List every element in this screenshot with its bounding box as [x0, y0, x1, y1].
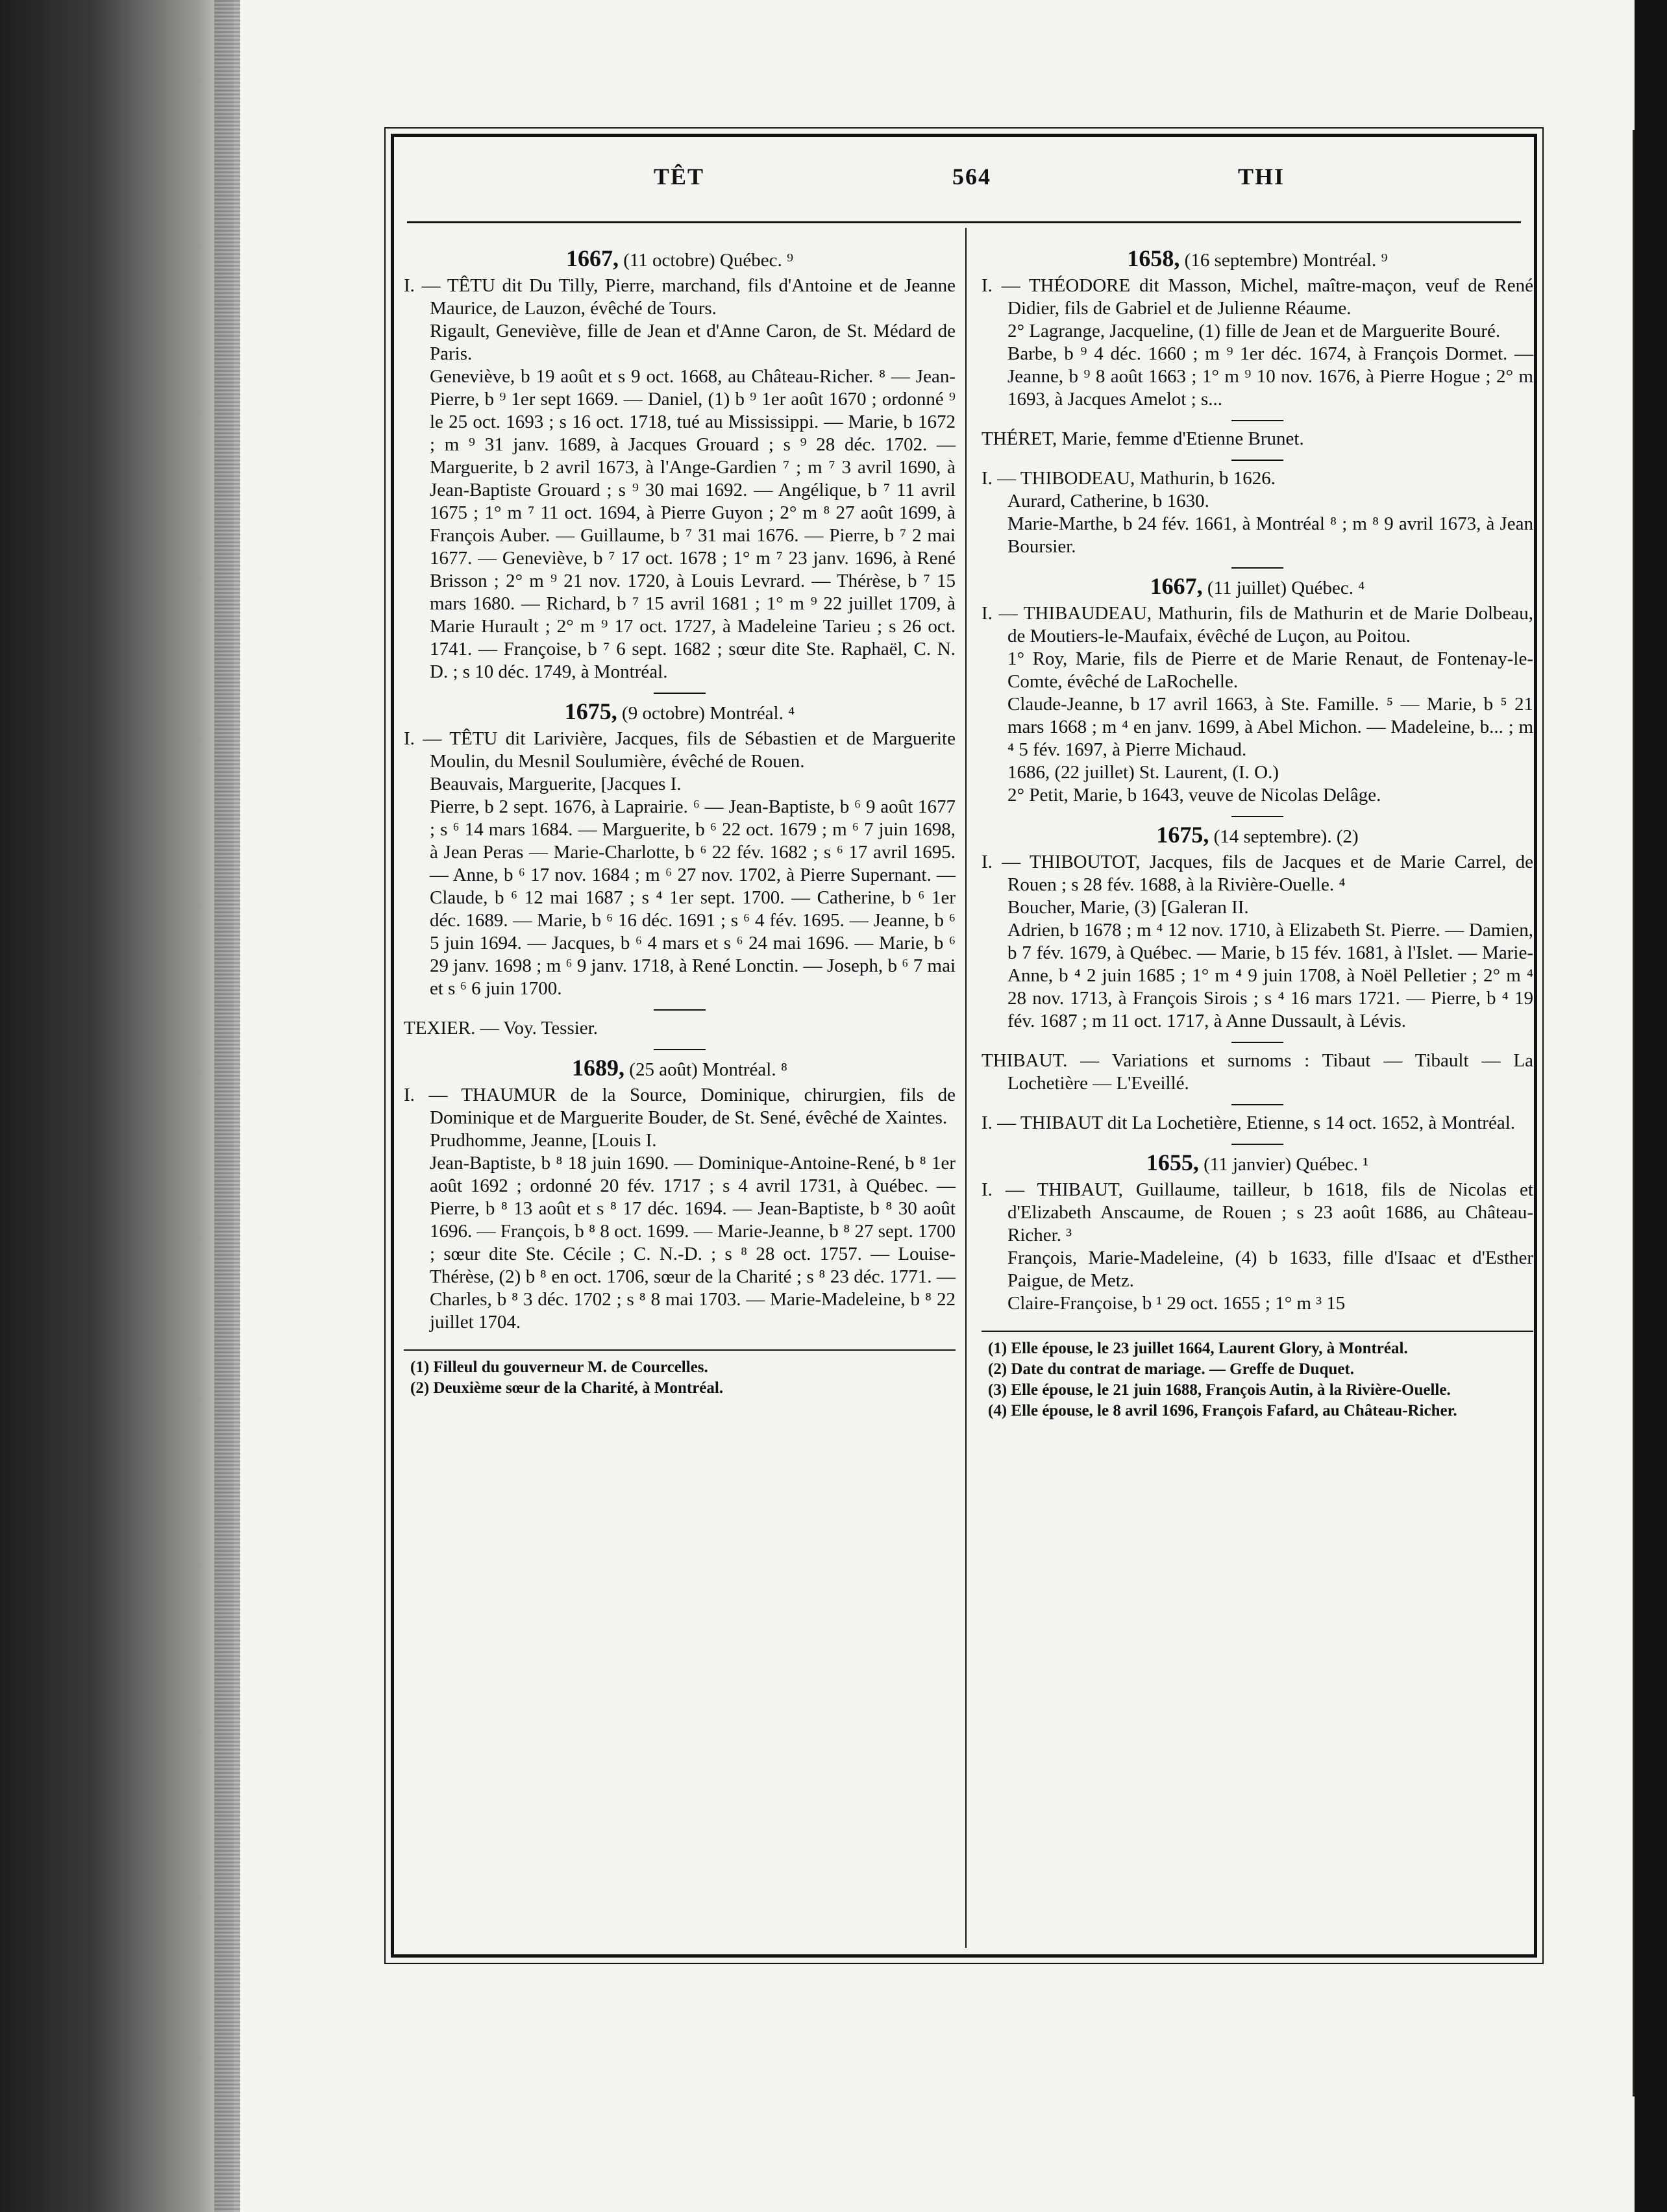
entry-date-place: (16 septembre) Montréal. ⁹	[1179, 250, 1388, 271]
entry-line: Marie-Marthe, b 24 fév. 1661, à Montréal ⁸ ; m ⁸ 9 avril 1673, à Jean Boursier.	[1007, 513, 1533, 557]
entry	[404, 700, 956, 1000]
header-right: THI	[1238, 164, 1285, 190]
entry	[982, 467, 1533, 558]
page-number: 564	[952, 164, 991, 190]
entry-line: Aurard, Catherine, b 1630.	[1007, 491, 1209, 511]
page-frame	[391, 134, 1537, 1958]
header-left: TÊT	[654, 164, 705, 190]
entry	[982, 1112, 1533, 1135]
section-rule	[654, 1009, 706, 1011]
entry-date-heading	[982, 575, 1533, 600]
entry-line: 1° Roy, Marie, fils de Pierre et de Marie Renaut, de Fontenay-le-Comte, évêché de LaRochelle.	[1007, 648, 1533, 692]
entry-line: Geneviève, b 19 août et s 9 oct. 1668, au Château-Richer. ⁸ — Jean-Pierre, b ⁹ 1er sept 1669. — Daniel, (1) b ⁹ 1er août 1670 ; ordonné ⁹ le 25 oct. 1693 ; s 16 oct. 1718, tué au Mississippi. — Marie, b 1672 ; m ⁹ 31 janv. 1689, à Jacques Grouard ; s ⁹ 28 déc. 1702. — Marguerite, b 2 avril 1673, à l'Ange-Gardien ⁷ ; m ⁷ 3 avril 1690, à Jean-Baptiste Grouard ; s ⁹ 30 mai 1692. — Angélique, b ⁷ 11 avril 1675 ; 1° m ⁷ 11 oct. 1694, à Pierre Guyon ; 2° m ⁸ 27 août 1699, à François Auber. — Guillaume, b ⁷ 31 mai 1676. — Pierre, b ⁷ 2 mai 1677. — Geneviève, b ⁷ 17 oct. 1678 ; 1° m ⁷ 23 janv. 1696, à René Brisson ; 2° m ⁹ 21 nov. 1720, à Louis Levrard. — Thérèse, b ⁷ 15 mars 1680. — Richard, b ⁷ 15 avril 1681 ; 1° m ⁹ 22 juillet 1709, à Marie Hurault ; 2° m ⁹ 17 oct. 1727, à Madeleine Tarieu ; s 26 oct. 1741. — Françoise, b ⁷ 6 sept. 1682 ; sœur dite Ste. Raphaël, C. N. D. ; s 10 déc. 1749, à Montréal.	[430, 366, 956, 682]
section-rule	[1231, 460, 1283, 461]
entry	[982, 824, 1533, 1033]
entry-date-heading	[404, 1057, 956, 1081]
section-rule	[1231, 1042, 1283, 1043]
footnotes	[404, 1349, 956, 1399]
entry-line: 1686, (22 juillet) St. Laurent, (I. O.)	[1007, 762, 1279, 783]
footnote: (2) Date du contrat de mariage. — Greffe de Duquet.	[988, 1360, 1355, 1378]
entry-line: I. — THIBOUTOT, Jacques, fils de Jacques et de Marie Carrel, de Rouen ; s 28 fév. 1688, à la Rivière-Ouelle. ⁴	[982, 852, 1533, 895]
entry-line: Pierre, b 2 sept. 1676, à Laprairie. ⁶ — Jean-Baptiste, b ⁶ 9 août 1677 ; s ⁶ 14 mars 1684. — Marguerite, b ⁶ 22 oct. 1679 ; m ⁶ 7 juin 1698, à Jean Peras — Marie-Charlotte, b ⁶ 22 fév. 1682 ; s ⁶ 17 avril 1695. — Anne, b ⁶ 17 nov. 1684 ; m ⁶ 27 nov. 1702, à Pierre Supernant. — Claude, b ⁶ 12 mai 1687 ; s ⁴ 1er sept. 1700. — Catherine, b ⁶ 1er déc. 1689. — Marie, b ⁶ 16 déc. 1691 ; s ⁶ 4 fév. 1695. — Jeanne, b ⁶ 5 juin 1694. — Jacques, b ⁶ 4 mars et s ⁶ 24 mai 1696. — Marie, b ⁶ 29 janv. 1698 ; m ⁶ 9 janv. 1718, à René Lonctin. — Joseph, b ⁶ 7 mai et s ⁶ 6 juin 1700.	[430, 796, 956, 999]
column-divider	[965, 228, 967, 1948]
entry-line: Prudhomme, Jeanne, [Louis I.	[430, 1130, 657, 1151]
entry	[982, 1151, 1533, 1315]
entry-line: THIBAUT. — Variations et surnoms : Tibaut — Tibault — La Lochetière — L'Eveillé.	[982, 1050, 1533, 1094]
entry-date-place: (14 septembre). (2)	[1209, 826, 1359, 847]
section-rule	[1231, 1144, 1283, 1145]
section-rule	[1231, 567, 1283, 569]
entry	[982, 428, 1533, 450]
entry-line: I. — TÊTU dit Du Tilly, Pierre, marchand, fils d'Antoine et de Jeanne Maurice, de Lauzon, évêché de Tours.	[404, 275, 956, 319]
entry-line: François, Marie-Madeleine, (4) b 1633, fille d'Isaac et d'Esther Paigue, de Metz.	[1007, 1247, 1533, 1291]
entry-line: Boucher, Marie, (3) [Galeran II.	[1007, 897, 1249, 918]
entry-line: 2° Petit, Marie, b 1643, veuve de Nicolas Delâge.	[1007, 785, 1381, 805]
entry-year: 1689,	[572, 1055, 625, 1081]
entry-date-heading	[982, 1151, 1533, 1176]
right-column	[982, 241, 1533, 1421]
entry-date-place: (9 octobre) Montréal. ⁴	[617, 703, 795, 724]
entry-line: Claire-Françoise, b ¹ 29 oct. 1655 ; 1° m ³ 15	[1007, 1293, 1346, 1314]
section-rule	[654, 693, 706, 694]
footnote: (3) Elle épouse, le 21 juin 1688, François Autin, à la Rivière-Ouelle.	[988, 1381, 1451, 1399]
entry-year: 1655,	[1146, 1149, 1199, 1175]
entry	[982, 575, 1533, 807]
running-header	[394, 163, 1534, 202]
entry-line: TEXIER. — Voy. Tessier.	[404, 1018, 598, 1038]
entry-line: Claude-Jeanne, b 17 avril 1663, à Ste. Famille. ⁵ — Marie, b ⁵ 21 mars 1668 ; m ⁴ en janv. 1699, à Abel Michon. — Madeleine, b... ; m ⁴ 5 fév. 1697, à Pierre Michaud.	[1007, 694, 1533, 760]
entry-line: I. — THIBAUT dit La Lochetière, Etienne, s 14 oct. 1652, à Montréal.	[982, 1112, 1515, 1133]
entry-line: I. — THAUMUR de la Source, Dominique, chirurgien, fils de Dominique et de Marguerite Bouder, de St. Sené, évêché de Xaintes.	[404, 1085, 956, 1128]
background-edge	[1635, 0, 1667, 2212]
entry-year: 1667,	[1150, 573, 1203, 599]
entry-line: Barbe, b ⁹ 4 déc. 1660 ; m ⁹ 1er déc. 1674, à François Dormet. — Jeanne, b ⁹ 8 août 1663 ; 1° m ⁹ 10 nov. 1676, à Pierre Hogue ; 2° m 1693, à Jacques Amelot ; s...	[1007, 343, 1533, 410]
header-rule	[407, 221, 1521, 223]
footnote: (1) Elle épouse, le 23 juillet 1664, Laurent Glory, à Montréal.	[988, 1340, 1408, 1357]
entry-date-heading	[404, 700, 956, 725]
entry-line: 2° Lagrange, Jacqueline, (1) fille de Jean et de Marguerite Bouré.	[1007, 321, 1501, 341]
entry-date-heading	[982, 824, 1533, 848]
entry	[982, 1050, 1533, 1095]
entry-line: Adrien, b 1678 ; m ⁴ 12 nov. 1710, à Elizabeth St. Pierre. — Damien, b 7 fév. 1679, à Québec. — Marie, b 15 fév. 1681, à l'Islet. — Marie-Anne, b ⁴ 2 juin 1685 ; 1° m ⁴ 9 juin 1708, à Noël Pelletier ; 2° m ⁴ 28 nov. 1713, à François Sirois ; s ⁴ 16 mars 1721. — Pierre, b ⁴ 19 fév. 1687 ; m 11 oct. 1717, à Anne Dussault, à Lévis.	[1007, 920, 1533, 1031]
section-rule	[1231, 816, 1283, 817]
entry-year: 1658,	[1127, 245, 1180, 271]
footnote: (1) Filleul du gouverneur M. de Courcelles.	[410, 1358, 708, 1376]
entry-line: Beauvais, Marguerite, [Jacques I.	[430, 774, 682, 794]
entry-line: I. — THIBAUDEAU, Mathurin, fils de Mathurin et de Marie Dolbeau, de Moutiers-le-Maufaix, évêché de Luçon, au Poitou.	[982, 603, 1533, 646]
entry-date-heading	[982, 247, 1533, 272]
entry	[404, 1057, 956, 1334]
entry-year: 1667,	[565, 245, 619, 271]
entry-line: THÉRET, Marie, femme d'Etienne Brunet.	[982, 428, 1304, 449]
entry-line: I. — THIBODEAU, Mathurin, b 1626.	[982, 468, 1276, 489]
entry	[982, 247, 1533, 411]
entry-line: I. — TÊTU dit Larivière, Jacques, fils de Sébastien et de Marguerite Moulin, du Mesnil Soulumière, évêché de Rouen.	[404, 728, 956, 772]
entry	[404, 1017, 956, 1040]
entry-date-heading	[404, 247, 956, 272]
section-rule	[654, 1049, 706, 1050]
entry-year: 1675,	[564, 698, 617, 724]
entry	[404, 247, 956, 683]
entry-year: 1675,	[1156, 822, 1209, 848]
entry-date-place: (11 juillet) Québec. ⁴	[1202, 578, 1365, 598]
entry-line: I. — THIBAUT, Guillaume, tailleur, b 1618, fils de Nicolas et d'Elizabeth Anscaume, de Rouen ; s 23 août 1686, au Château-Richer. ³	[982, 1179, 1533, 1246]
section-rule	[1231, 1104, 1283, 1105]
page-edge	[214, 0, 240, 2212]
entry-line: I. — THÉODORE dit Masson, Michel, maître-maçon, veuf de René Didier, fils de Gabriel et de Julienne Réaume.	[982, 275, 1533, 319]
book-binding	[0, 0, 234, 2212]
section-rule	[1231, 420, 1283, 421]
entry-date-place: (25 août) Montréal. ⁸	[624, 1059, 787, 1080]
left-column	[404, 241, 956, 1399]
footnotes	[982, 1331, 1533, 1421]
entry-date-place: (11 octobre) Québec. ⁹	[618, 250, 794, 271]
entry-date-place: (11 janvier) Québec. ¹	[1198, 1154, 1369, 1175]
entry-line: Jean-Baptiste, b ⁸ 18 juin 1690. — Dominique-Antoine-René, b ⁸ 1er août 1692 ; ordonné 20 fév. 1717 ; s 4 avril 1731, à Québec. — Pierre, b ⁸ 13 août et s ⁸ 17 déc. 1694. — Jean-Baptiste, b ⁸ 30 août 1696. — François, b ⁸ 8 oct. 1699. — Marie-Jeanne, b ⁸ 27 sept. 1700 ; sœur dite Ste. Cécile ; C. N.-D. ; s ⁸ 28 oct. 1757. — Louise-Thérèse, (2) b ⁸ en oct. 1706, sœur de la Charité ; s ⁸ 23 déc. 1771. — Charles, b ⁸ 3 déc. 1702 ; s ⁸ 8 mai 1703. — Marie-Madeleine, b ⁸ 22 juillet 1704.	[430, 1153, 956, 1333]
entry-line: Rigault, Geneviève, fille de Jean et d'Anne Caron, de St. Médard de Paris.	[430, 321, 956, 364]
footnote: (4) Elle épouse, le 8 avril 1696, François Fafard, au Château-Richer.	[988, 1402, 1457, 1419]
footnote: (2) Deuxième sœur de la Charité, à Montréal.	[410, 1379, 724, 1397]
